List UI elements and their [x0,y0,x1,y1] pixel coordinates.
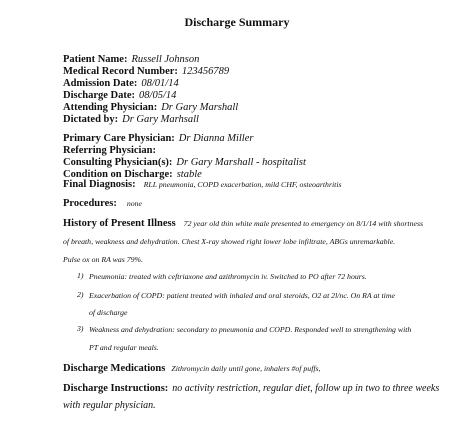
procedures-label: Procedures: [63,198,117,209]
history-line-3: Pulse ox on RA was 79%. [63,255,143,264]
list-item-number: 2) [77,290,84,299]
history-line-1: 72 year old thin white male presented to emergency on 8/1/14 with shortness [183,219,424,228]
dictated-by-value: Dr Gary Marhsall [122,114,199,125]
final-diagnosis-row [63,177,342,191]
instructions-row [63,381,439,395]
procedures-row [63,196,142,210]
instructions-label: Discharge Instructions: [63,383,169,394]
page-title: Discharge Summary [184,15,290,29]
history-line-2: of breath, weakness and dehydration. Chest X-ray showed right lower lobe infiltrate, ABGs unremarkable. [63,237,396,246]
final-diagnosis-value: RLL pneumonia, COPD exacerbation, mild CHF, osteoarthritis [143,180,342,189]
history-label: History of Present Illness [63,218,176,229]
admission-date-value: 08/01/14 [141,78,179,89]
history-row [63,216,423,230]
consulting-physician-value: Dr Gary Marshall - hospitalist [176,157,306,168]
discharge-date-label: Discharge Date: [63,90,136,101]
list-item-number: 3) [77,324,84,333]
discharge-date-value: 08/05/14 [139,90,177,101]
patient-name-label: Patient Name: [63,54,128,65]
patient-name-value: Russell Johnson [131,54,200,65]
admission-date-label: Admission Date: [63,78,138,89]
list-item: Pneumonia: treated with ceftriaxone and azithromycin iv. Switched to PO after 72 hours. [89,272,367,281]
list-item: Weakness and dehydration: secondary to pneumonia and COPD. Responded well to strengthening with [89,325,412,334]
list-item: Exacerbation of COPD: patient treated with inhaled and oral steroids, O2 at 2l/nc. On RA at time [89,291,395,300]
list-item-continuation: of discharge [89,308,128,317]
pcp-value: Dr Dianna Miller [178,133,254,144]
condition-label: Condition on Discharge: [63,169,173,180]
procedures-value: none [126,199,143,208]
referring-physician-label: Referring Physician: [63,145,157,156]
medications-value: Zithromycin daily until gone, inhalers #of puffs, [171,364,321,373]
final-diagnosis-label: Final Diagnosis: [63,179,136,190]
list-item-continuation: PT and regular meals. [89,343,159,352]
mrn-label: Medical Record Number: [63,66,178,77]
medications-label: Discharge Medications [63,363,166,374]
dictated-by-label: Dictated by: [63,114,119,125]
instructions-line-2: with regular physician. [63,400,156,411]
list-item-number: 1) [77,271,84,280]
consulting-physician-label: Consulting Physician(s): [63,157,173,168]
medications-row [63,361,321,375]
mrn-value: 123456789 [181,66,230,77]
attending-physician-label: Attending Physician: [63,102,158,113]
attending-physician-value: Dr Gary Marshall [161,102,239,113]
condition-value: stable [176,169,202,180]
instructions-line-1: no activity restriction, regular diet, follow up in two to three weeks [172,383,440,394]
dictated-by-row [63,112,199,126]
pcp-label: Primary Care Physician: [63,133,175,144]
